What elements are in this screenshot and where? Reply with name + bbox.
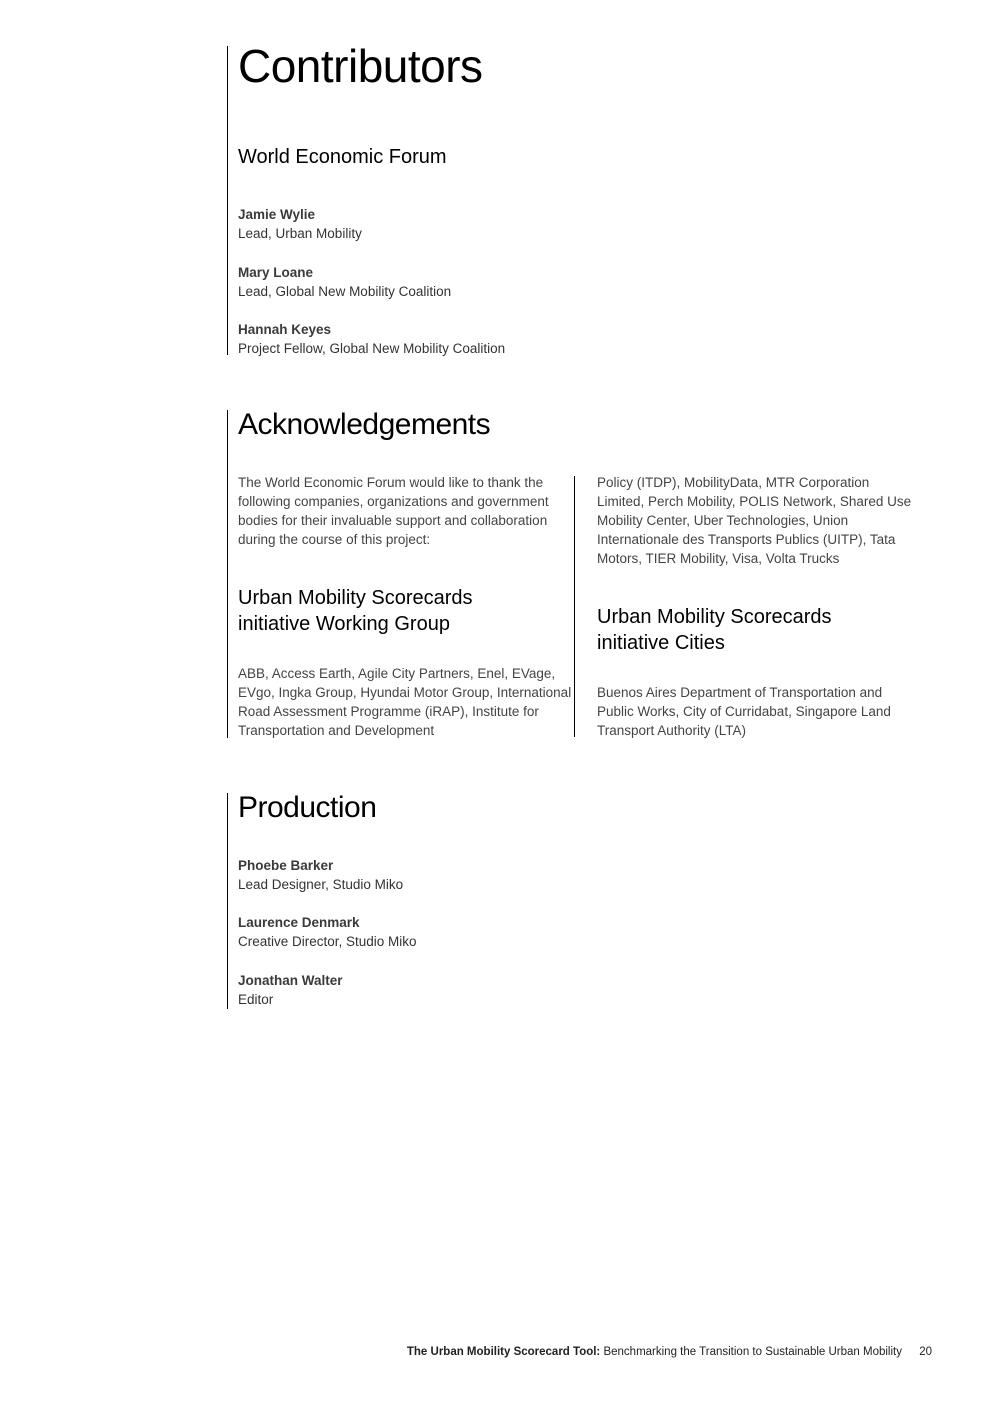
contributor-role: Project Fellow, Global New Mobility Coalition (238, 341, 506, 356)
page-footer (407, 1346, 932, 1358)
production-role: Editor (238, 992, 274, 1007)
production-name: Phoebe Barker (238, 858, 334, 873)
footer-report-subtitle: Benchmarking the Transition to Sustainable Urban Mobility (603, 1346, 902, 1358)
contributor-role: Lead, Global New Mobility Coalition (238, 284, 452, 299)
production-role: Lead Designer, Studio Miko (238, 877, 404, 892)
acknowledgements-section (227, 410, 927, 738)
contributor-entry (238, 205, 362, 243)
acknowledgements-intro: The World Economic Forum would like to thank the following companies, organizations and government bodies for their invaluable support and collaboration during the course of this project: (238, 475, 549, 547)
contributors-heading: Contributors (238, 40, 483, 92)
contributors-section (227, 40, 927, 356)
working-group-heading: Urban Mobility Scorecards initiative Working Group (238, 587, 473, 635)
working-group-list-part2: Policy (ITDP), MobilityData, MTR Corporation Limited, Perch Mobility, POLIS Network, Shared Use Mobility Center, Uber Technologies, Union Internationale des Transports Publics (UITP), Tata Motors, TIER Mobility, Visa, Volta Trucks (597, 475, 912, 566)
contributor-entry (238, 320, 505, 358)
acknowledgements-heading: Acknowledgements (238, 408, 491, 441)
cities-heading: Urban Mobility Scorecards initiative Cities (597, 606, 832, 654)
production-role: Creative Director, Studio Miko (238, 934, 417, 949)
column-divider (574, 476, 575, 737)
contributor-name: Jamie Wylie (238, 207, 316, 222)
contributor-entry (238, 263, 451, 301)
contributor-role: Lead, Urban Mobility (238, 226, 362, 241)
production-entry (238, 971, 343, 1009)
footer-report-title: The Urban Mobility Scorecard Tool: (406, 1346, 601, 1358)
production-section (227, 793, 927, 1009)
production-name: Jonathan Walter (238, 973, 343, 988)
working-group-list-part1: ABB, Access Earth, Agile City Partners, Enel, EVage, EVgo, Ingka Group, Hyundai Motor Group, International Road Assessment Programme (iRAP), Institute for Transportation and Development (238, 666, 572, 738)
production-entry (238, 856, 403, 894)
contributor-name: Mary Loane (238, 265, 314, 280)
cities-list: Buenos Aires Department of Transportation and Public Works, City of Curridabat, Singapore Land Transport Authority (LTA) (597, 685, 891, 738)
page-number: 20 (919, 1346, 932, 1358)
organisation-heading: World Economic Forum (238, 146, 447, 168)
production-name: Laurence Denmark (238, 915, 360, 930)
production-heading: Production (238, 791, 377, 824)
contributor-name: Hannah Keyes (238, 322, 332, 337)
production-entry (238, 913, 417, 951)
